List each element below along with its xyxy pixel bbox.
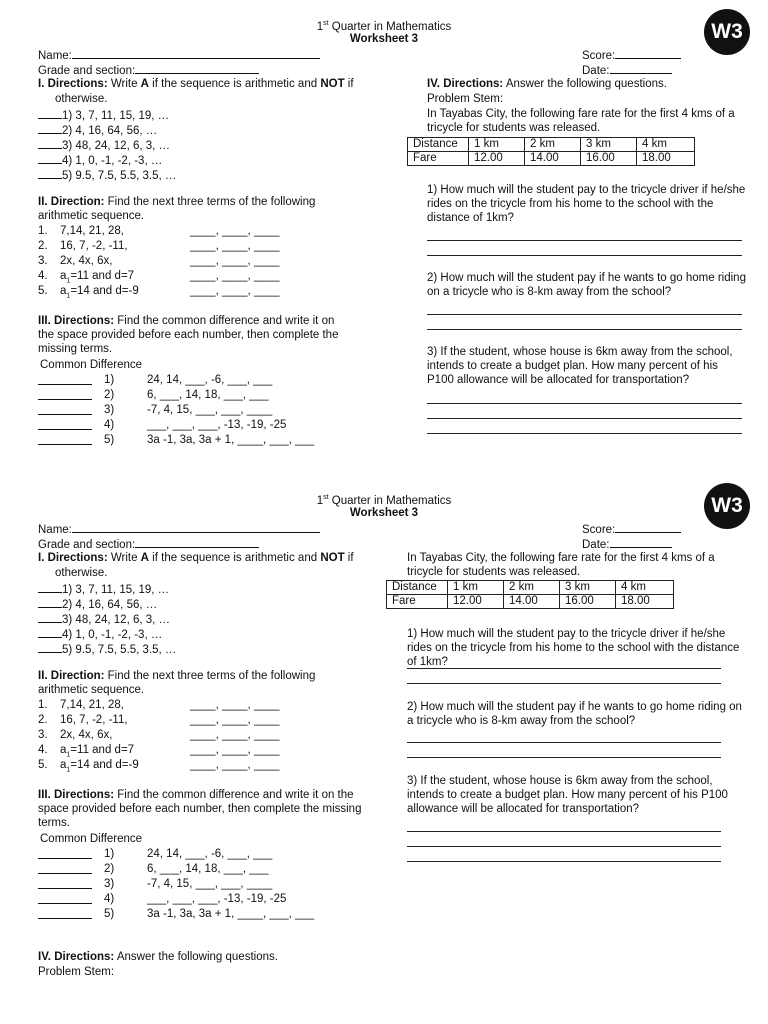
part2-directions: II. Direction: Find the next three terms of the following arithmetic sequence. xyxy=(38,670,316,696)
answer-line[interactable] xyxy=(407,757,721,758)
table-cell: 3 km xyxy=(581,138,637,152)
table-cell: 14.00 xyxy=(504,595,560,609)
part3-directions: III. Directions: Find the common difference and write it on the space provided before each number, then complete the missing terms. xyxy=(38,315,339,355)
part1-item[interactable]: 3) 48, 24, 12, 6, 3, … xyxy=(38,137,176,152)
common-difference-label: Common Difference xyxy=(40,833,143,845)
part2-item: 5. $a_1=14$ and d=-9 ____, ____, ____ xyxy=(38,285,280,300)
fare-table-row xyxy=(408,152,695,166)
part1-item[interactable]: 5) 9.5, 7.5, 5.5, 3.5, … xyxy=(38,641,176,656)
table-cell: 14.00 xyxy=(525,152,581,166)
table-cell: Fare xyxy=(408,152,469,166)
score-field[interactable]: Score: xyxy=(582,47,681,63)
table-cell: Distance xyxy=(408,138,469,152)
table-cell: 3 km xyxy=(560,581,616,595)
table-cell: 2 km xyxy=(504,581,560,595)
table-cell: 1 km xyxy=(469,138,525,152)
part2-item: 3. 2x, 4x, 6x, ____, ____, ____ xyxy=(38,255,280,267)
part2-list xyxy=(38,698,338,773)
answer-line[interactable] xyxy=(427,329,742,330)
part3-list xyxy=(38,373,338,448)
problem-stem-label: Problem Stem: xyxy=(38,966,115,978)
worksheet-1 xyxy=(0,0,768,470)
answer-line[interactable] xyxy=(427,433,742,434)
part3-item: 5) 3a -1, 3a, 3a + 1, ____, ___, ___ xyxy=(38,433,338,448)
part2-item: 4. $a_1=11$ and d=7 ____, ____, ____ xyxy=(38,744,280,759)
answer-line[interactable] xyxy=(427,314,742,315)
question-1: 1) How much will the student pay to the tricycle driver if he/she rides on the tricycle from his home to the school with the distance of 1km? xyxy=(407,628,740,668)
part2-directions: II. Direction: Find the next three terms of the following arithmetic sequence. xyxy=(38,196,316,222)
part2-item: 1. 7,14, 21, 28, ____, ____, ____ xyxy=(38,699,280,711)
w3-badge: W3 xyxy=(704,483,750,529)
date-field[interactable]: Date: xyxy=(582,62,672,78)
table-cell: 16.00 xyxy=(581,152,637,166)
part1-item[interactable]: 4) 1, 0, -1, -2, -3, … xyxy=(38,626,176,641)
part2-item: 2. 16, 7, -2, -11, ____, ____, ____ xyxy=(38,240,280,252)
part1-item[interactable]: 2) 4, 16, 64, 56, … xyxy=(38,122,176,137)
table-cell: 1 km xyxy=(448,581,504,595)
answer-line[interactable] xyxy=(407,683,721,684)
worksheet-title: Worksheet 3 xyxy=(349,33,419,45)
part1-directions: I. Directions: Write A if the sequence is arithmetic and NOT if xyxy=(38,552,354,564)
part1-list xyxy=(38,107,176,182)
table-cell: 16.00 xyxy=(560,595,616,609)
part2-item: 2. 16, 7, -2, -11, ____, ____, ____ xyxy=(38,714,280,726)
question-3: 3) If the student, whose house is 6km away from the school, intends to create a budget plan. How many percent of his P100 allowance will be allocated for transportation? xyxy=(407,775,728,815)
name-field[interactable]: Name: xyxy=(38,47,320,63)
part3-item: 1) 24, 14, ___, -6, ___, ___ xyxy=(38,373,338,388)
problem-stem-label: Problem Stem: xyxy=(427,93,504,105)
part1-directions: I. Directions: Write A if the sequence is arithmetic and NOT if xyxy=(38,78,354,90)
table-cell: 4 km xyxy=(637,138,695,152)
table-cell: 12.00 xyxy=(448,595,504,609)
question-3: 3) If the student, whose house is 6km away from the school, intends to create a budget plan. How many percent of his P100 allowance will be allocated for transportation? xyxy=(427,346,733,386)
table-cell: 12.00 xyxy=(469,152,525,166)
answer-line[interactable] xyxy=(407,861,721,862)
name-field[interactable]: Name: xyxy=(38,521,320,537)
grade-section-field[interactable]: Grade and section: xyxy=(38,62,259,78)
fare-table xyxy=(386,580,674,609)
question-1: 1) How much will the student pay to the tricycle driver if he/she rides on the tricycle from his home to the school with the distance of 1km? xyxy=(427,184,746,224)
answer-line[interactable] xyxy=(407,846,721,847)
part1-item[interactable]: 4) 1, 0, -1, -2, -3, … xyxy=(38,152,176,167)
part1-item[interactable]: 1) 3, 7, 11, 15, 19, … xyxy=(38,581,176,596)
quarter-heading: 1st Quarter in Mathematics xyxy=(316,494,452,507)
worksheet-title: Worksheet 3 xyxy=(349,507,419,519)
table-cell: 2 km xyxy=(525,138,581,152)
part1-list xyxy=(38,581,176,656)
part1-item[interactable]: 3) 48, 24, 12, 6, 3, … xyxy=(38,611,176,626)
part4-directions: IV. Directions: Answer the following questions. xyxy=(38,951,278,963)
part2-list xyxy=(38,224,338,299)
part2-item: 4. $a_1=11$ and d=7 ____, ____, ____ xyxy=(38,270,280,285)
answer-line[interactable] xyxy=(427,418,742,419)
answer-line[interactable] xyxy=(407,742,721,743)
part1-item[interactable]: 2) 4, 16, 64, 56, … xyxy=(38,596,176,611)
table-cell: 18.00 xyxy=(616,595,674,609)
part3-item: 3) -7, 4, 15, ___, ___, ____ xyxy=(38,877,338,892)
w3-badge: W3 xyxy=(704,9,750,55)
answer-line[interactable] xyxy=(427,240,742,241)
part3-item: 5) 3a -1, 3a, 3a + 1, ____, ___, ___ xyxy=(38,907,338,922)
fare-table xyxy=(407,137,695,166)
answer-line[interactable] xyxy=(407,831,721,832)
part2-item: 1. 7,14, 21, 28, ____, ____, ____ xyxy=(38,225,280,237)
part3-directions: III. Directions: Find the common difference and write it on the space provided before each number, then complete the missing terms. xyxy=(38,789,362,829)
fare-table-header-row xyxy=(387,581,674,595)
part3-item: 2) 6, ___, 14, 18, ___, ___ xyxy=(38,388,338,403)
quarter-heading: 1st Quarter in Mathematics xyxy=(316,20,452,33)
table-cell: Distance xyxy=(387,581,448,595)
part3-item: 3) -7, 4, 15, ___, ___, ____ xyxy=(38,403,338,418)
date-field[interactable]: Date: xyxy=(582,536,672,552)
part3-list xyxy=(38,847,338,922)
part4-directions: IV. Directions: Answer the following questions. xyxy=(427,78,667,90)
fare-table-header-row xyxy=(408,138,695,152)
fare-intro: In Tayabas City, the following fare rate for the first 4 kms of a tricycle for students was released. xyxy=(407,552,715,578)
answer-line[interactable] xyxy=(427,403,742,404)
part3-item: 4) ___, ___, ___, -13, -19, -25 xyxy=(38,418,338,433)
part3-item: 2) 6, ___, 14, 18, ___, ___ xyxy=(38,862,338,877)
part1-directions-cont: otherwise. xyxy=(55,93,108,105)
part2-item: 5. $a_1=14$ and d=-9 ____, ____, ____ xyxy=(38,759,280,774)
part1-item[interactable]: 5) 9.5, 7.5, 5.5, 3.5, … xyxy=(38,167,176,182)
part3-item: 4) ___, ___, ___, -13, -19, -25 xyxy=(38,892,338,907)
part3-item: 1) 24, 14, ___, -6, ___, ___ xyxy=(38,847,338,862)
table-cell: 4 km xyxy=(616,581,674,595)
fare-table-row xyxy=(387,595,674,609)
part2-item: 3. 2x, 4x, 6x, ____, ____, ____ xyxy=(38,729,280,741)
table-cell: Fare xyxy=(387,595,448,609)
table-cell: 18.00 xyxy=(637,152,695,166)
answer-line[interactable] xyxy=(407,668,721,669)
worksheet-2 xyxy=(0,474,768,1024)
score-field[interactable]: Score: xyxy=(582,521,681,537)
common-difference-label: Common Difference xyxy=(40,359,143,371)
part1-item[interactable]: 1) 3, 7, 11, 15, 19, … xyxy=(38,107,176,122)
answer-line[interactable] xyxy=(427,255,742,256)
grade-section-field[interactable]: Grade and section: xyxy=(38,536,259,552)
question-2: 2) How much will the student pay if he wants to go home riding on a tricycle who is 8-km away from the school? xyxy=(407,701,742,727)
fare-intro: In Tayabas City, the following fare rate for the first 4 kms of a tricycle for students was released. xyxy=(427,108,735,134)
question-2: 2) How much will the student pay if he wants to go home riding on a tricycle who is 8-km away from the school? xyxy=(427,272,746,298)
part1-directions-cont: otherwise. xyxy=(55,567,108,579)
